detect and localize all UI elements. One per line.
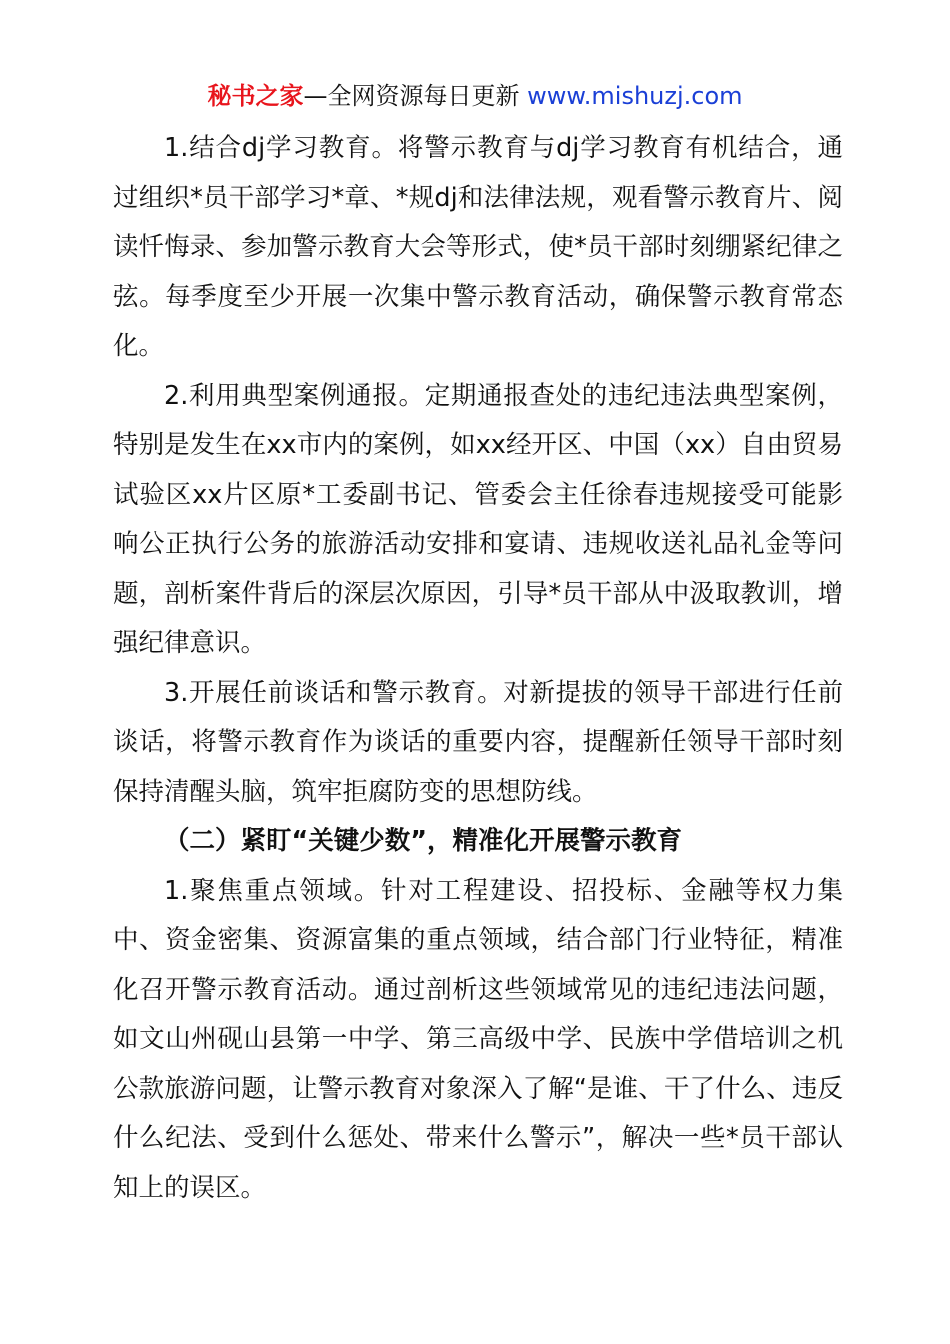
brand-name: 秘书之家 [207, 82, 304, 110]
document-body [113, 124, 843, 1213]
page-header [0, 80, 950, 112]
paragraph-1: 1.结合dj学习教育。将警示教育与dj学习教育有机结合，通过组织*员干部学习*章、*规dj和法律法规，观看警示教育片、阅读忏悔录、参加警示教育大会等形式，使*员干部时刻绷紧纪律之弦。每季度至少开展一次集中警示教育活动，确保警示教育常态化。 [113, 133, 843, 361]
header-tagline: —全网资源每日更新 [303, 82, 520, 110]
paragraph-3: 3.开展任前谈话和警示教育。对新提拔的领导干部进行任前谈话，将警示教育作为谈话的重要内容，提醒新任领导干部时刻保持清醒头脑，筑牢拒腐防变的思想防线。 [113, 677, 843, 807]
paragraph-4: 1.聚焦重点领域。针对工程建设、招投标、金融等权力集中、资金密集、资源富集的重点领域，结合部门行业特征，精准化召开警示教育活动。通过剖析这些领域常见的违纪违法问题，如文山州砚山县第一中学、第三高级中学、民族中学借培训之机公款旅游问题，让警示教育对象深入了解“是谁、干了什么、违反什么纪法、受到什么惩处、带来什么警示”，解决一些*员干部认知上的误区。 [113, 875, 843, 1203]
section-heading: （二）紧盯“关键少数”，精准化开展警示教育 [164, 826, 683, 856]
header-url[interactable]: www.mishuzj.com [527, 82, 743, 110]
paragraph-2: 2.利用典型案例通报。定期通报查处的违纪违法典型案例，特别是发生在xx市内的案例，如xx经开区、中国（xx）自由贸易试验区xx片区原*工委副书记、管委会主任徐春违规接受可能影响公正执行公务的旅游活动安排和宴请、违规收送礼品礼金等问题，剖析案件背后的深层次原因，引导*员干部从中汲取教训，增强纪律意识。 [113, 380, 843, 658]
